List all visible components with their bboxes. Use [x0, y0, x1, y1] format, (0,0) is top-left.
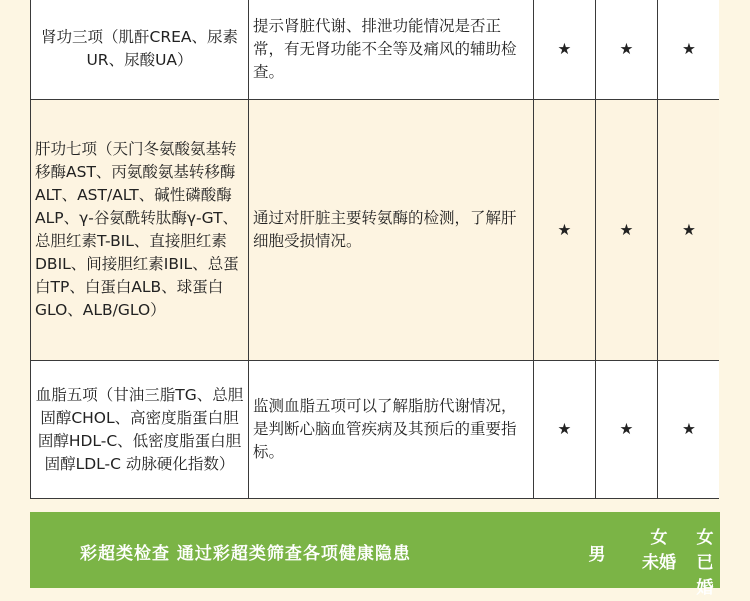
female-married-star: ★ [658, 0, 721, 100]
exam-items-table [30, 0, 721, 499]
female-married-star: ★ [658, 361, 721, 499]
female-unmarried-star: ★ [596, 100, 658, 361]
table-row-liver [31, 100, 721, 361]
item-name: 血脂五项（甘油三脂TG、总胆固醇CHOL、高密度脂蛋白胆固醇HDL-C、低密度脂蛋白胆固醇LDL-C 动脉硬化指数） [31, 361, 249, 499]
item-description: 提示肾脏代谢、排泄功能情况是否正常，有无肾功能不全等及痛风的辅助检查。 [249, 0, 534, 100]
page-margin-left [0, 0, 30, 588]
column-male: 男 [588, 545, 606, 565]
female-label: 女 [650, 528, 668, 548]
female-unmarried-star: ★ [596, 0, 658, 100]
item-name: 肾功三项（肌酐CREA、尿素UR、尿酸UA） [31, 0, 249, 100]
section-title: 彩超类检查 通过彩超类筛查各项健康隐患 [80, 544, 411, 564]
table-row-lipid [31, 361, 721, 499]
table-row-kidney [31, 0, 721, 100]
married-label: 已婚 [696, 553, 714, 598]
female-married-star: ★ [658, 100, 721, 361]
item-description: 监测血脂五项可以了解脂肪代谢情况，是判断心脑血管疾病及其预后的重要指标。 [249, 361, 534, 499]
female-unmarried-star: ★ [596, 361, 658, 499]
column-female-married [690, 526, 720, 601]
male-star: ★ [534, 100, 596, 361]
page-margin-right [719, 0, 750, 588]
item-name: 肝功七项（天门冬氨酸氨基转移酶AST、丙氨酸氨基转移酶ALT、AST/ALT、碱性磷酸酶ALP、γ-谷氨酰转肽酶γ-GT、总胆红素T-BIL、直接胆红素DBIL、间接胆红素IBIL、总蛋白TP、白蛋白ALB、球蛋白GLO、ALB/GLO） [31, 100, 249, 361]
column-female-unmarried [628, 526, 690, 576]
female-label: 女 [696, 528, 714, 548]
ultrasound-section-header [30, 512, 720, 598]
unmarried-label: 未婚 [642, 553, 676, 573]
male-star: ★ [534, 0, 596, 100]
section-gap [30, 500, 720, 512]
male-star: ★ [534, 361, 596, 499]
item-description: 通过对肝脏主要转氨酶的检测，了解肝细胞受损情况。 [249, 100, 534, 361]
